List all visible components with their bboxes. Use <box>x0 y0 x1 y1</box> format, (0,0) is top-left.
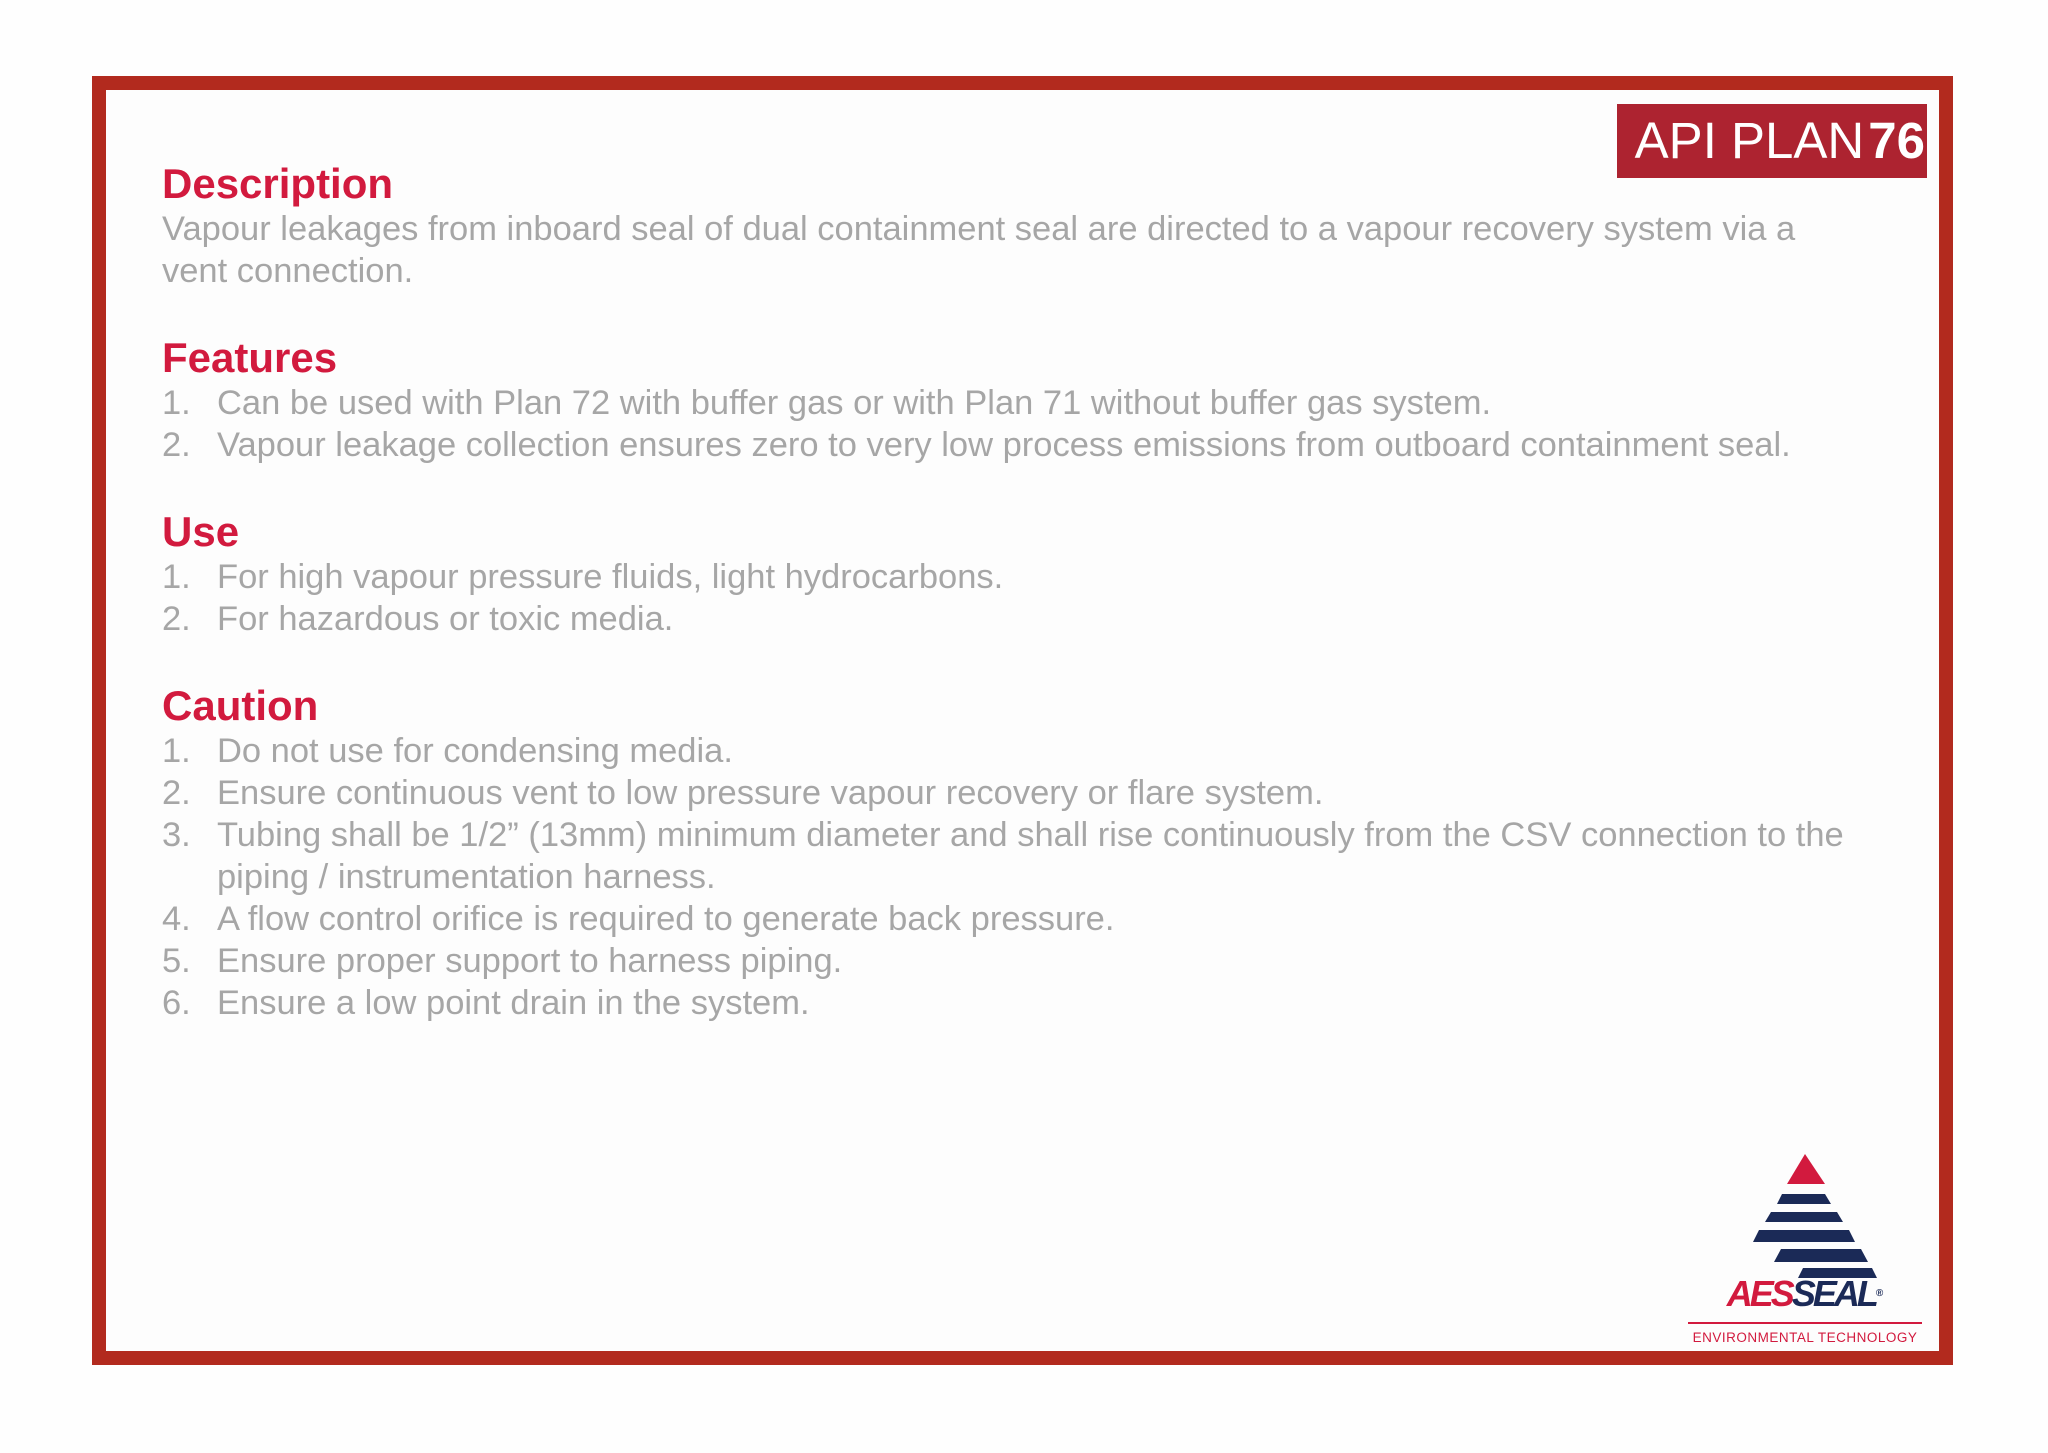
list-item <box>162 424 1882 466</box>
list-item-number: 1. <box>162 384 191 422</box>
list-item-number: 6. <box>162 984 191 1022</box>
logo-wordmark <box>1685 1273 1925 1314</box>
section-description <box>162 160 1882 292</box>
section-caution <box>162 682 1882 1024</box>
list-item-text: For high vapour pressure fluids, light hydrocarbons. <box>217 558 1004 596</box>
list-item <box>162 814 1882 898</box>
use-list <box>162 556 1882 640</box>
list-item <box>162 772 1882 814</box>
list-item-text: Ensure a low point drain in the system. <box>217 984 810 1022</box>
registered-mark: ® <box>1875 1288 1884 1299</box>
logo-divider <box>1688 1322 1922 1324</box>
list-item-text: Can be used with Plan 72 with buffer gas or with Plan 71 without buffer gas system. <box>217 384 1492 422</box>
list-item <box>162 982 1882 1024</box>
description-text: Vapour leakages from inboard seal of dual containment seal are directed to a vapour recovery system via a vent connection. <box>162 210 1796 290</box>
list-item <box>162 940 1882 982</box>
logo-word-aes: AES <box>1726 1273 1792 1314</box>
list-item-text: A flow control orifice is required to generate back pressure. <box>217 900 1115 938</box>
list-item-text: Tubing shall be 1/2” (13mm) minimum diameter and shall rise continuously from the CSV connection to the piping / instrumentation harness. <box>217 816 1844 896</box>
features-list <box>162 382 1882 466</box>
logo-word-seal: SEAL <box>1791 1273 1876 1314</box>
section-heading-use: Use <box>162 508 240 555</box>
caution-list <box>162 730 1882 1024</box>
list-item <box>162 598 1882 640</box>
logo-tagline: ENVIRONMENTAL TECHNOLOGY <box>1692 1330 1918 1345</box>
list-item-number: 3. <box>162 816 191 854</box>
list-item-number: 2. <box>162 600 191 638</box>
plan-title-prefix: API PLAN <box>1634 112 1865 169</box>
list-item-number: 5. <box>162 942 191 980</box>
aesseal-logo <box>1685 1150 1925 1360</box>
list-item-number: 1. <box>162 558 191 596</box>
list-item-number: 1. <box>162 732 191 770</box>
plan-number: 76 <box>1868 112 1925 169</box>
list-item-text: Do not use for condensing media. <box>217 732 733 770</box>
list-item <box>162 556 1882 598</box>
list-item-text: For hazardous or toxic media. <box>217 600 674 638</box>
section-use <box>162 508 1882 640</box>
list-item-text: Ensure continuous vent to low pressure vapour recovery or flare system. <box>217 774 1324 812</box>
list-item-text: Ensure proper support to harness piping. <box>217 942 843 980</box>
content <box>162 160 1882 1024</box>
list-item <box>162 730 1882 772</box>
list-item-number: 2. <box>162 426 191 464</box>
list-item-text: Vapour leakage collection ensures zero to very low process emissions from outboard containment seal. <box>217 426 1791 464</box>
section-heading-description: Description <box>162 160 394 207</box>
aesseal-pyramid-logo-icon <box>1685 1150 1925 1280</box>
section-heading-caution: Caution <box>162 682 319 729</box>
list-item-number: 4. <box>162 900 191 938</box>
section-heading-features: Features <box>162 334 338 381</box>
section-features <box>162 334 1882 466</box>
list-item-number: 2. <box>162 774 191 812</box>
list-item <box>162 898 1882 940</box>
list-item <box>162 382 1882 424</box>
